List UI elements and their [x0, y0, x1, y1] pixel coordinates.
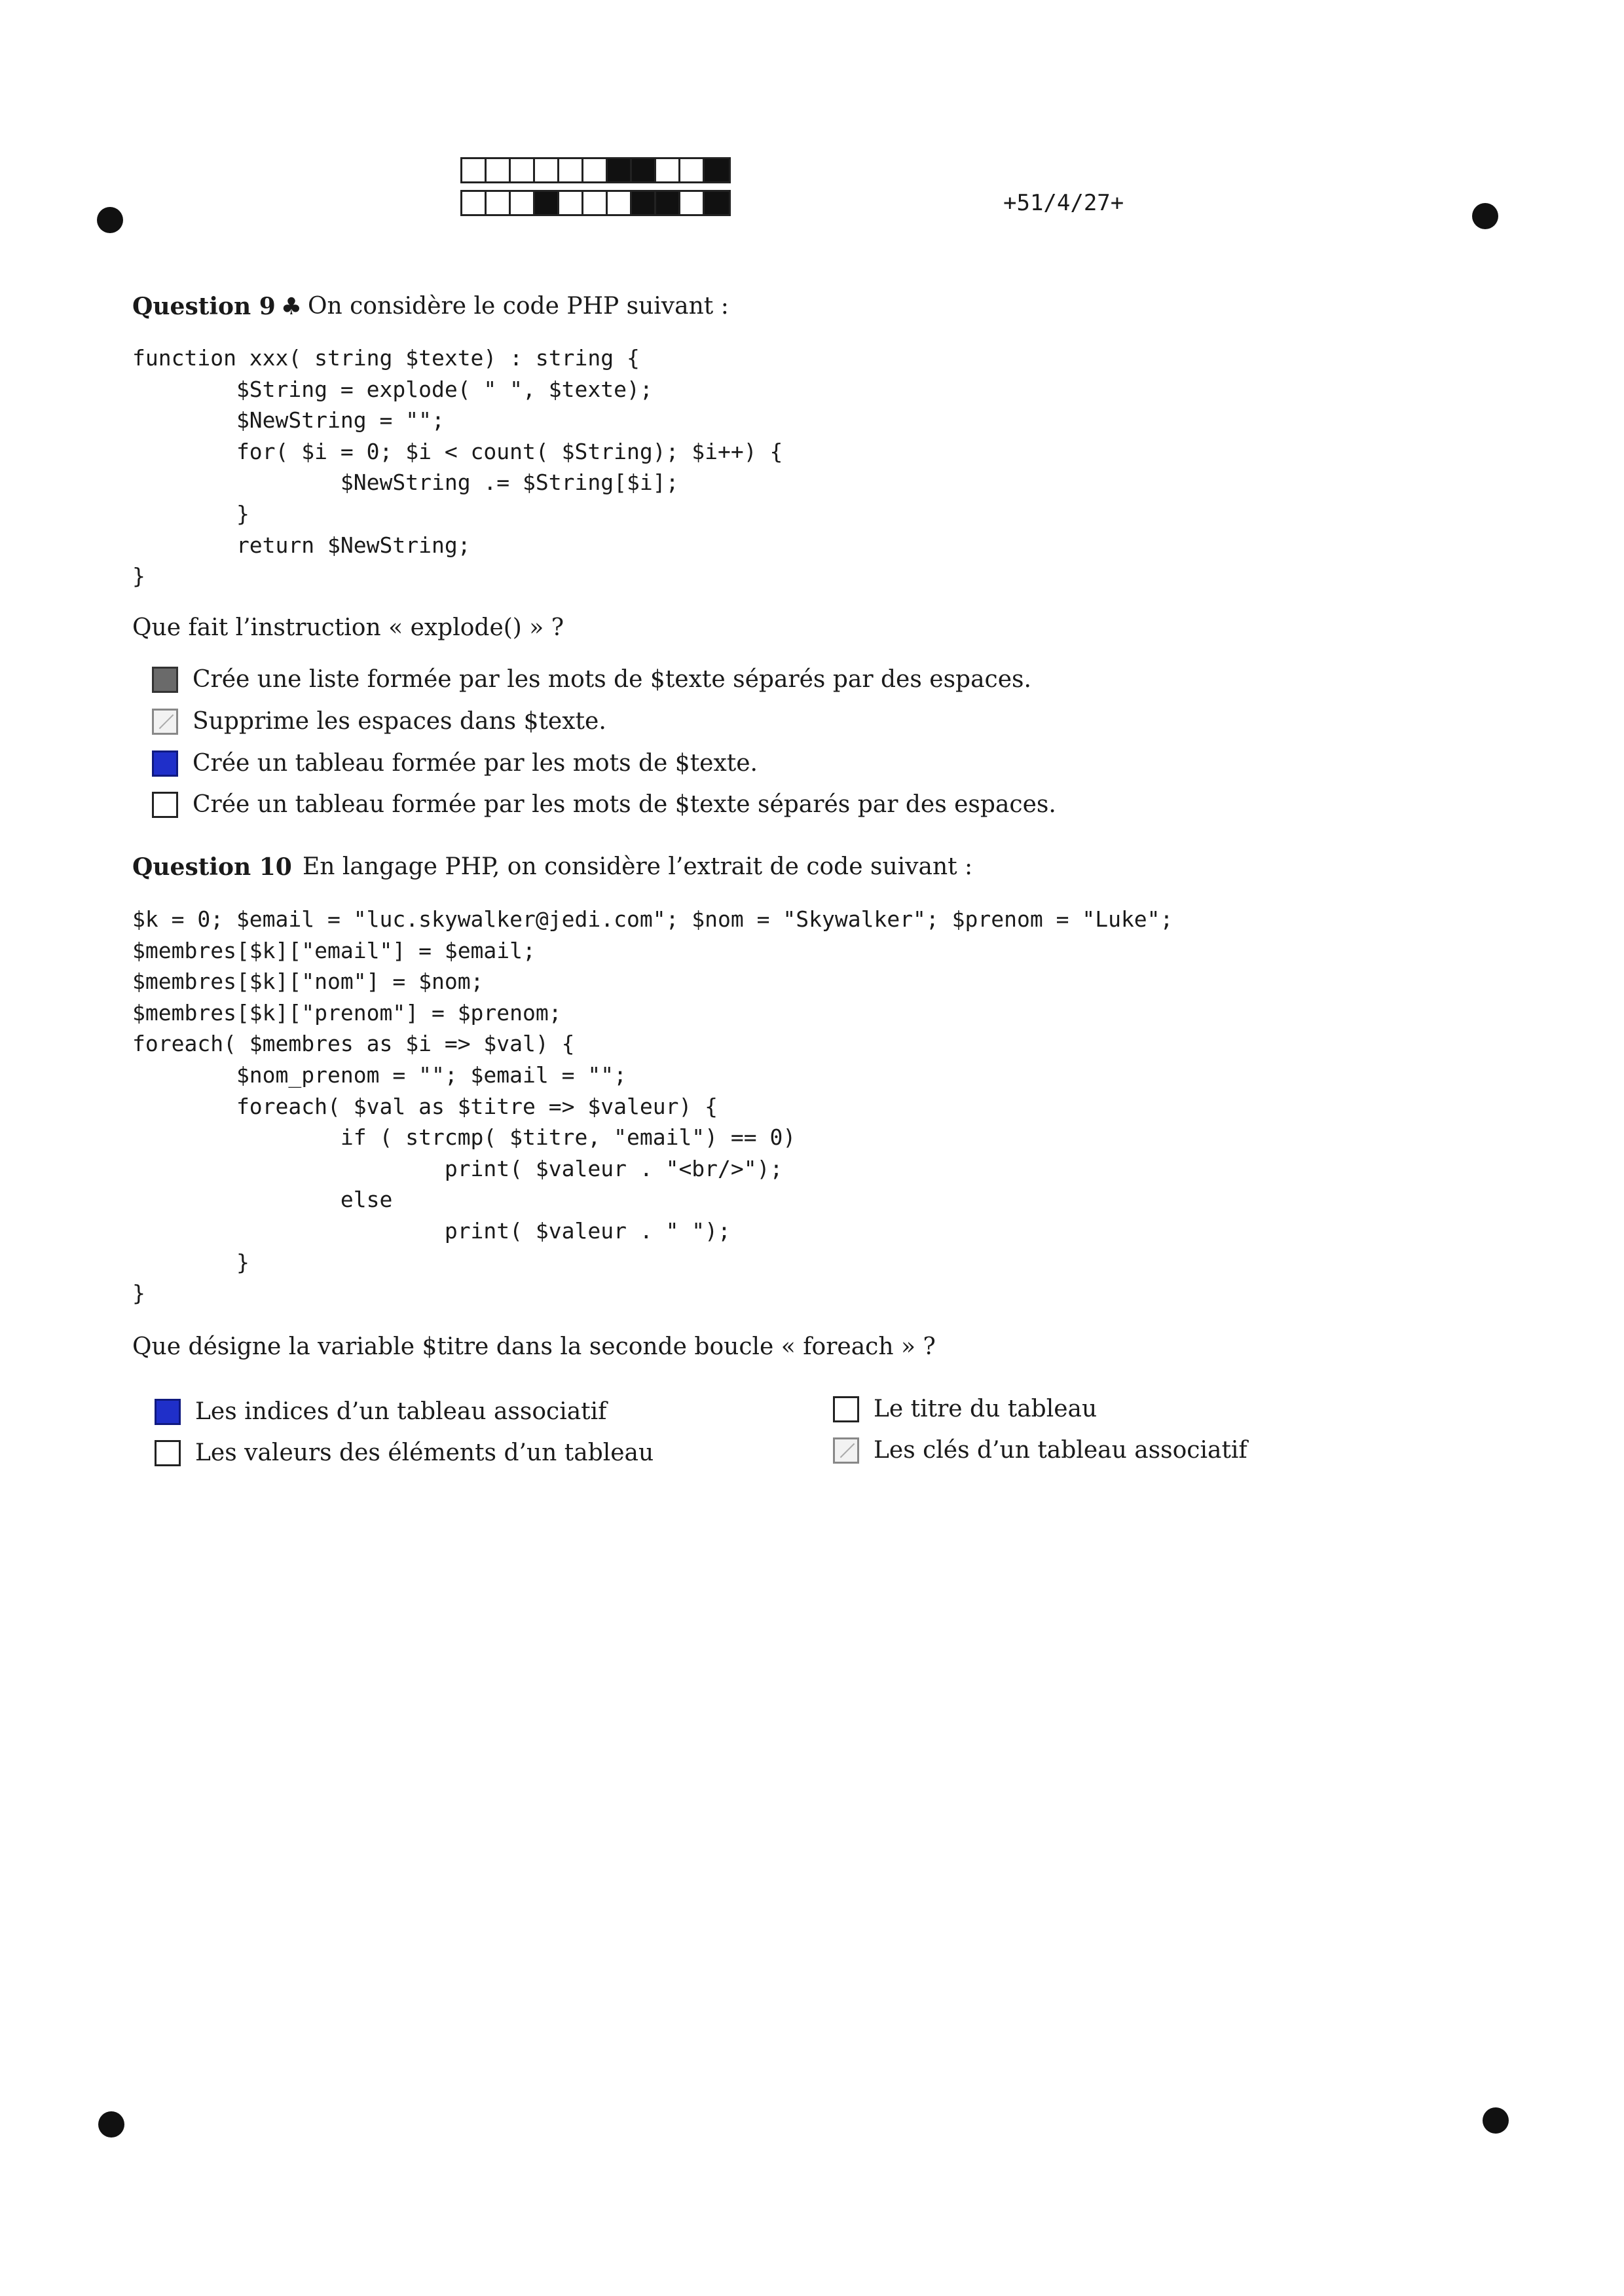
option-label: Le titre du tableau	[874, 1396, 1098, 1422]
id-grid-cell	[535, 192, 559, 214]
id-grid-cell	[632, 159, 656, 181]
club-icon: ♣	[280, 293, 303, 320]
q9-option-3[interactable]	[152, 750, 758, 777]
id-grid-cell	[680, 159, 705, 181]
registration-mark-top-right	[1472, 203, 1498, 229]
id-grid-cell	[632, 192, 656, 214]
id-grid-cell	[705, 192, 729, 214]
option-label: Les valeurs des éléments d’un tableau	[195, 1439, 654, 1466]
question-9-code: function xxx( string $texte) : string { $String = explode( " ", $texte); $NewString = ""; for( $i = 0; $i < count( $String); $i++) { $NewString .= $String[$i]; } return $NewString; }	[132, 345, 783, 589]
id-grid-cell	[462, 192, 487, 214]
question-10-title: Question 10	[132, 853, 292, 881]
id-grid-cell	[487, 159, 511, 181]
registration-mark-bottom-left	[98, 2111, 124, 2138]
id-grid-cell	[511, 192, 535, 214]
option-label: Les indices d’un tableau associatif	[195, 1398, 607, 1425]
id-grid-cell	[511, 159, 535, 181]
question-10-intro: En langage PHP, on considère l’extrait de code suivant :	[303, 853, 973, 880]
id-grid-cell	[487, 192, 511, 214]
checkbox[interactable]	[152, 792, 178, 818]
checkbox[interactable]	[155, 1440, 181, 1466]
q10-option-4[interactable]	[833, 1437, 1247, 1464]
checkbox[interactable]	[155, 1399, 181, 1425]
id-grid-cell	[462, 159, 487, 181]
id-grid-cell	[608, 159, 632, 181]
id-code-grid-row-2	[460, 190, 731, 216]
question-9-title: Question 9	[132, 293, 276, 320]
option-label: Crée un tableau formée par les mots de $texte.	[193, 750, 758, 777]
option-label: Les clés d’un tableau associatif	[874, 1437, 1247, 1464]
question-9-intro: On considère le code PHP suivant :	[308, 293, 729, 320]
question-9-header	[132, 293, 729, 320]
q9-option-4[interactable]	[152, 791, 1056, 818]
id-grid-cell	[656, 192, 680, 214]
checkbox[interactable]	[152, 667, 178, 693]
question-10-prompt: Que désigne la variable $titre dans la seconde boucle « foreach » ?	[132, 1333, 936, 1360]
option-label: Crée une liste formée par les mots de $texte séparés par des espaces.	[193, 666, 1031, 693]
q9-option-1[interactable]	[152, 666, 1031, 693]
q10-option-1[interactable]	[155, 1398, 607, 1425]
id-grid-cell	[559, 159, 583, 181]
id-grid-cell	[608, 192, 632, 214]
id-grid-cell	[680, 192, 705, 214]
q10-option-2[interactable]	[155, 1439, 654, 1466]
checkbox[interactable]	[152, 709, 178, 735]
id-grid-cell	[583, 159, 608, 181]
question-9-prompt: Que fait l’instruction « explode() » ?	[132, 614, 564, 641]
id-code-grid-row-1	[460, 157, 731, 183]
q10-option-3[interactable]	[833, 1396, 1097, 1422]
question-10-header	[132, 853, 973, 881]
option-label: Crée un tableau formée par les mots de $texte séparés par des espaces.	[193, 791, 1056, 818]
page-identifier: +51/4/27+	[1003, 190, 1124, 216]
id-grid-cell	[705, 159, 729, 181]
q9-option-2[interactable]	[152, 708, 606, 735]
id-grid-cell	[535, 159, 559, 181]
id-grid-cell	[583, 192, 608, 214]
checkbox[interactable]	[833, 1396, 859, 1422]
registration-mark-bottom-right	[1483, 2107, 1509, 2134]
checkbox[interactable]	[833, 1437, 859, 1464]
registration-mark-top-left	[97, 207, 123, 233]
id-grid-cell	[656, 159, 680, 181]
checkbox[interactable]	[152, 750, 178, 777]
id-grid-cell	[559, 192, 583, 214]
question-10-code: $k = 0; $email = "luc.skywalker@jedi.com"; $nom = "Skywalker"; $prenom = "Luke"; $membres[$k]["email"] = $email; $membres[$k]["nom"] = $nom; $membres[$k]["prenom"] = $prenom; foreach( $membres as $i => $val) { $nom_prenom = ""; $email = ""; foreach( $val as $titre => $valeur) { if ( strcmp( $titre, "email") == 0) print( $valeur . "<br/>"); else print( $valeur . " "); } }	[132, 906, 1173, 1306]
option-label: Supprime les espaces dans $texte.	[193, 708, 606, 735]
